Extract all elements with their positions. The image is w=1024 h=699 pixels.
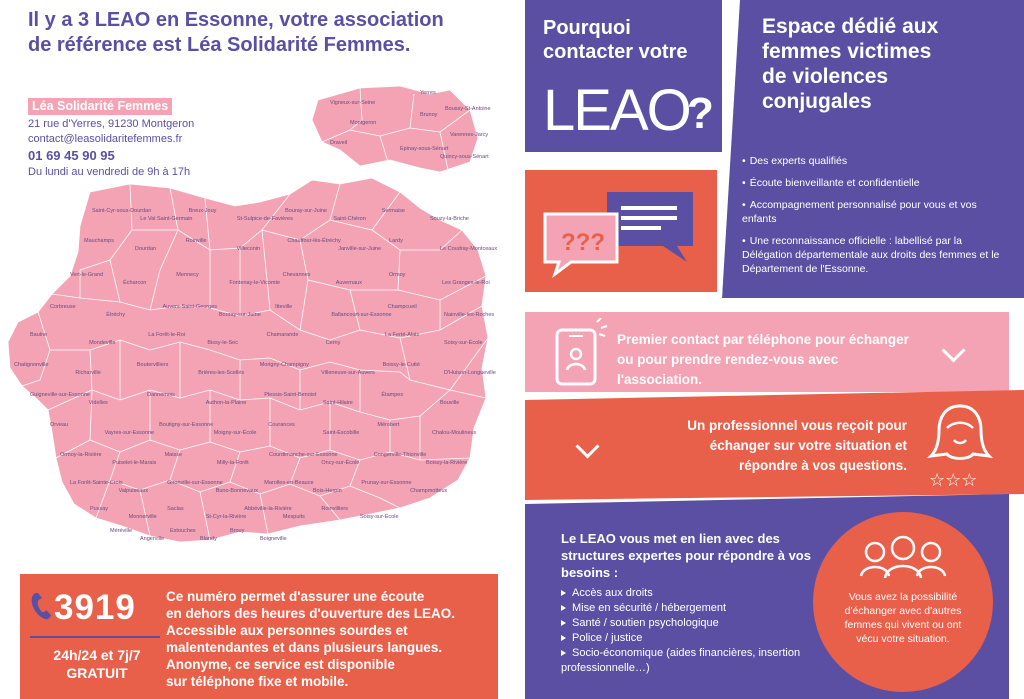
map-commune-label: Valpuiseaux (118, 488, 149, 494)
list-item: Santé / soutien psychologique (561, 616, 811, 631)
list-item: • Des experts qualifiés (742, 155, 848, 167)
headline (28, 8, 498, 58)
step3-list (561, 586, 811, 676)
peer-support-text: Vous avez la possibilité d'échanger avec d'autres femmes qui vivent ou ont vécu votre situation. (844, 591, 962, 645)
map-commune-label: Chevannes (282, 272, 311, 278)
list-item: • Une reconnaissance officielle : labellisé par la Délégation départementale aux droits des femmes et le Département de l'Essonne. (742, 235, 1000, 275)
chat-bubbles-box (525, 170, 717, 292)
map-commune-label: Le Coudray-Montceaux (440, 246, 498, 252)
map-commune-label: Oncy-sur-École (321, 460, 360, 466)
map-commune-label: Chatignonville (14, 362, 49, 368)
map-commune-label: Blandy (200, 536, 217, 542)
map-commune-label: Mérobert (377, 422, 400, 428)
svg-text:☆☆☆: ☆☆☆ (929, 470, 978, 490)
map-commune-label: Mennecy (176, 272, 199, 278)
map-commune-label: Chalou-Moulineux (432, 430, 477, 436)
headline-line1: Il y a 3 LEAO en Essonne, votre association (28, 9, 444, 31)
map-commune-label: Vert-le-Grand (70, 272, 104, 278)
org-email[interactable]: contact@leasolidaritefemmes.fr (28, 133, 183, 145)
map-commune-label: Ballancourt-sur-Essonne (331, 312, 392, 318)
map-commune-label: Bois-Herpin (312, 488, 342, 494)
step1-text: Premier contact par téléphone pour échanger ou pour prendre rendez-vous avec l'association. (617, 332, 909, 387)
dedicated-space-title (762, 14, 1017, 114)
headline-line2: de référence est Léa Solidarité Femmes. (28, 34, 411, 56)
map-commune-label: Vigneux-sur-Seine (330, 100, 376, 106)
title-line: femmes victimes (762, 40, 932, 63)
hotline-desc-line: Ce numéro permet d'assurer une écoute (166, 589, 425, 604)
map-commune-label: Baulne (30, 332, 48, 338)
step2-text: Un professionnel vous reçoit pour échanger sur votre situation et répondre à vos questions. (687, 418, 907, 473)
map-commune-label: Écharcon (123, 280, 147, 286)
map-commune-label: Boigneville (260, 536, 287, 542)
map-commune-label: Moigny-sur-École (213, 430, 257, 436)
map-commune-label: Auvers-Saint-Georges (162, 304, 218, 310)
map-commune-label: Bissy-le-Sec (207, 340, 238, 346)
svg-text:???: ??? (561, 229, 605, 256)
woman-icon (925, 400, 995, 490)
map-commune-label: Corbreuse (50, 304, 76, 310)
map-commune-label: Estouches (170, 528, 196, 534)
phone-icon (30, 591, 52, 621)
map-commune-label: Dourdan (134, 246, 157, 252)
map-commune-label: Marolles-en-Beauce (264, 480, 314, 486)
title-line: Espace dédié aux (762, 15, 939, 38)
hotline-description (166, 588, 494, 690)
hotline-desc-line: sur téléphone fixe et mobile. (166, 674, 349, 689)
map-commune-label: Mespuits (282, 514, 305, 520)
map-commune-label: Courances (268, 422, 295, 428)
map-commune-label: Soisy-sur-École (360, 514, 399, 520)
why-line2: contacter votre (543, 41, 688, 63)
list-item: • Écoute bienveillante et confidentielle (742, 177, 920, 189)
map-commune-label: Brouy (230, 528, 245, 534)
chat-bubbles-icon (525, 170, 717, 292)
map-commune-label: Prunay-sur-Essonne (361, 480, 412, 486)
hotline-desc-line: malentendantes et dans plusieurs langues. (166, 640, 443, 655)
map-commune-label: Soisy-sur-École (444, 340, 483, 346)
dedicated-space-box (722, 0, 1024, 298)
hotline-desc-line: Anonyme, ce service est disponible (166, 657, 395, 672)
map-commune-label: Étampes (381, 392, 404, 398)
map-commune-label: Saint-Hilaire (322, 400, 353, 406)
map-commune-label: Videlles (88, 400, 108, 406)
hotline-price: GRATUIT (66, 665, 128, 681)
map-commune-label: Puiselet-le-Marais (112, 460, 157, 466)
map-commune-label: Boutervilliers (136, 362, 169, 368)
list-item: Socio-économique (aides financières, insertion professionnelle…) (561, 647, 801, 674)
org-address: 21 rue d'Yerres, 91230 Montgeron (28, 118, 195, 130)
step3-lead: Le LEAO vous met en lien avec des structures expertes pour répondre à vos besoins : (561, 531, 811, 580)
title-line: conjugales (762, 90, 872, 113)
map-commune-label: Ormoy (388, 272, 406, 278)
map-commune-label: Guigneville-sur-Essonne (30, 392, 90, 398)
map-commune-label: Authon-la-Plaine (205, 400, 247, 406)
map-commune-label: Courdimanche-sur-Essonne (269, 452, 338, 458)
map-commune-label: Brunoy (420, 112, 438, 118)
map-commune-label: Vayres-sur-Essonne (104, 430, 155, 436)
map-commune-label: Mauchamps (84, 238, 114, 244)
map-commune-label: St-Sulpice-de-Favières (236, 216, 293, 222)
map-commune-label: Richarville (75, 370, 101, 376)
map-commune-label: Congerville-Thionville (373, 452, 427, 458)
map-commune-label: Le Val Saint-Germain (140, 216, 193, 222)
map-commune-label: Brières-les-Scellés (198, 370, 245, 376)
dedicated-space-list (742, 154, 1014, 284)
map-commune-label: Maisse (164, 452, 183, 458)
hotline-desc-line: en dehors des heures d'ouverture des LEAO. (166, 606, 456, 621)
map-commune-label: Draveil (330, 140, 348, 146)
map-commune-label: Saint-Cyr-sous-Dourdan (92, 208, 152, 214)
org-hours: Du lundi au vendredi de 9h à 17h (28, 166, 191, 178)
why-question (543, 16, 688, 64)
map-commune-label: Plessis-Saint-Benoist (264, 392, 317, 398)
hotline-number-text: 3919 (54, 588, 136, 627)
list-item: Mise en sécurité / hébergement (561, 601, 811, 616)
step1-band (525, 312, 1009, 392)
why-line1: Pourquoi (543, 17, 631, 39)
map-commune-label: Saint-Chéron (333, 216, 366, 222)
map-commune-label: Bouville (440, 400, 460, 406)
map-commune-label: Les Granges-le-Roi (442, 280, 490, 286)
map-commune-label: Epinay-sous-Sénart (400, 146, 449, 152)
map-commune-label: Boussy-St-Antoine (445, 106, 491, 112)
org-phone[interactable]: 01 69 45 90 95 (28, 148, 115, 163)
map-commune-label: Morigny-Champigny (259, 362, 309, 368)
map-commune-label: Gironville-sur-Essonne (167, 480, 223, 486)
map-commune-label: Boissy-le-Cutté (382, 362, 420, 368)
peer-support-circle (813, 512, 993, 692)
map-commune-label: Monnerville (128, 514, 157, 520)
hotline-desc-line: Accessible aux personnes sourdes et (166, 623, 408, 638)
step2-band (525, 390, 1024, 500)
why-box (525, 0, 723, 152)
hotline-number[interactable] (30, 588, 136, 628)
map-commune-label: Saclas (167, 506, 184, 512)
map-commune-label: Pussay (90, 506, 109, 512)
map-commune-label: Breux-Jouy (188, 208, 217, 214)
map-commune-label: Méréville (110, 528, 133, 534)
map-commune-label: Chamarande (266, 332, 299, 338)
map-commune-label: La Ferté-Alais (384, 332, 420, 338)
map-commune-label: Mondeville (89, 340, 116, 346)
map-commune-label: Orveau (50, 422, 69, 428)
map-commune-label: Itteville (275, 304, 293, 310)
list-item: Accès aux droits (561, 586, 811, 601)
contact-block (28, 98, 248, 180)
map-commune-label: Boutigny-sur-Essonne (159, 422, 214, 428)
hotline-availability: 24h/24 et 7j/7 (53, 647, 141, 663)
map-commune-label: Janville-sur-Juine (338, 246, 382, 252)
title-line: de violences (762, 65, 889, 88)
map-commune-label: Saint-Escobille (322, 430, 360, 436)
hotline-divider (30, 636, 160, 638)
map-commune-label: Lardy (389, 238, 403, 244)
leao-logo-text: LEAO (543, 78, 690, 140)
map-commune-label: Bouray-sur-Juine (218, 312, 261, 318)
list-item: Police / justice (561, 631, 811, 646)
map-commune-label: Quincy-sous-Sénart (440, 154, 489, 160)
map-commune-label: Boissy-la-Rivière (426, 460, 468, 466)
map-commune-label: Champmotteux (410, 488, 448, 494)
map-commune-label: Villeconin (236, 246, 261, 252)
map-commune-label: Roinville (185, 238, 207, 244)
map-commune-label: Sermaise (381, 208, 405, 214)
map-commune-label: La Forêt-le-Roi (148, 332, 185, 338)
map-commune-label: Ormoy-la-Rivière (60, 452, 102, 458)
map-commune-label: Roinvilliers (321, 506, 348, 512)
smartphone-icon (549, 318, 609, 388)
leao-question-mark: ? (687, 89, 714, 138)
map-commune-label: St-Cyr-la-Rivière (205, 514, 247, 520)
map-commune-label: Bouray-sur-Juine (285, 208, 327, 214)
list-item: • Accompagnement personnalisé pour vous et vos enfants (742, 199, 977, 225)
org-name: Léa Solidarité Femmes (28, 98, 172, 115)
hotline-availability-block (30, 646, 164, 682)
map-commune-label: Yerres (420, 90, 436, 96)
map-commune-label: Souzy-la-Briche (430, 216, 469, 222)
map-commune-label: Étréchy (106, 312, 125, 318)
map-commune-label: Buno-Bonnevaux (215, 488, 258, 494)
group-of-women-icon (853, 532, 953, 582)
map-commune-label: Milly-la-Forêt (216, 460, 249, 466)
map-commune-label: Cerny (325, 340, 341, 346)
map-commune-label: D'Huison-Longueville (444, 370, 496, 376)
map-commune-label: Fontenay-le-Vicomte (229, 280, 281, 286)
hotline-box (20, 574, 498, 699)
leao-logo (541, 70, 721, 140)
map-commune-label: Angerville (140, 536, 165, 542)
map-commune-label: Varennes-Jarcy (450, 132, 489, 138)
map-commune-label: Champcueil (387, 304, 417, 310)
map-commune-label: Chauffour-lès-Étréchy (287, 238, 341, 244)
map-commune-label: Nainville-les-Roches (444, 312, 495, 318)
map-commune-label: Montgeron (350, 120, 377, 126)
map-commune-label: Auvernaux (335, 280, 362, 286)
map-commune-label: Villeneuve-sur-Auvers (321, 370, 375, 376)
map-commune-label: Dannemois (147, 392, 175, 398)
map-commune-label: La Forêt-Sainte-Croix (70, 480, 123, 486)
map-commune-label: Abbéville-la-Rivière (244, 506, 292, 512)
